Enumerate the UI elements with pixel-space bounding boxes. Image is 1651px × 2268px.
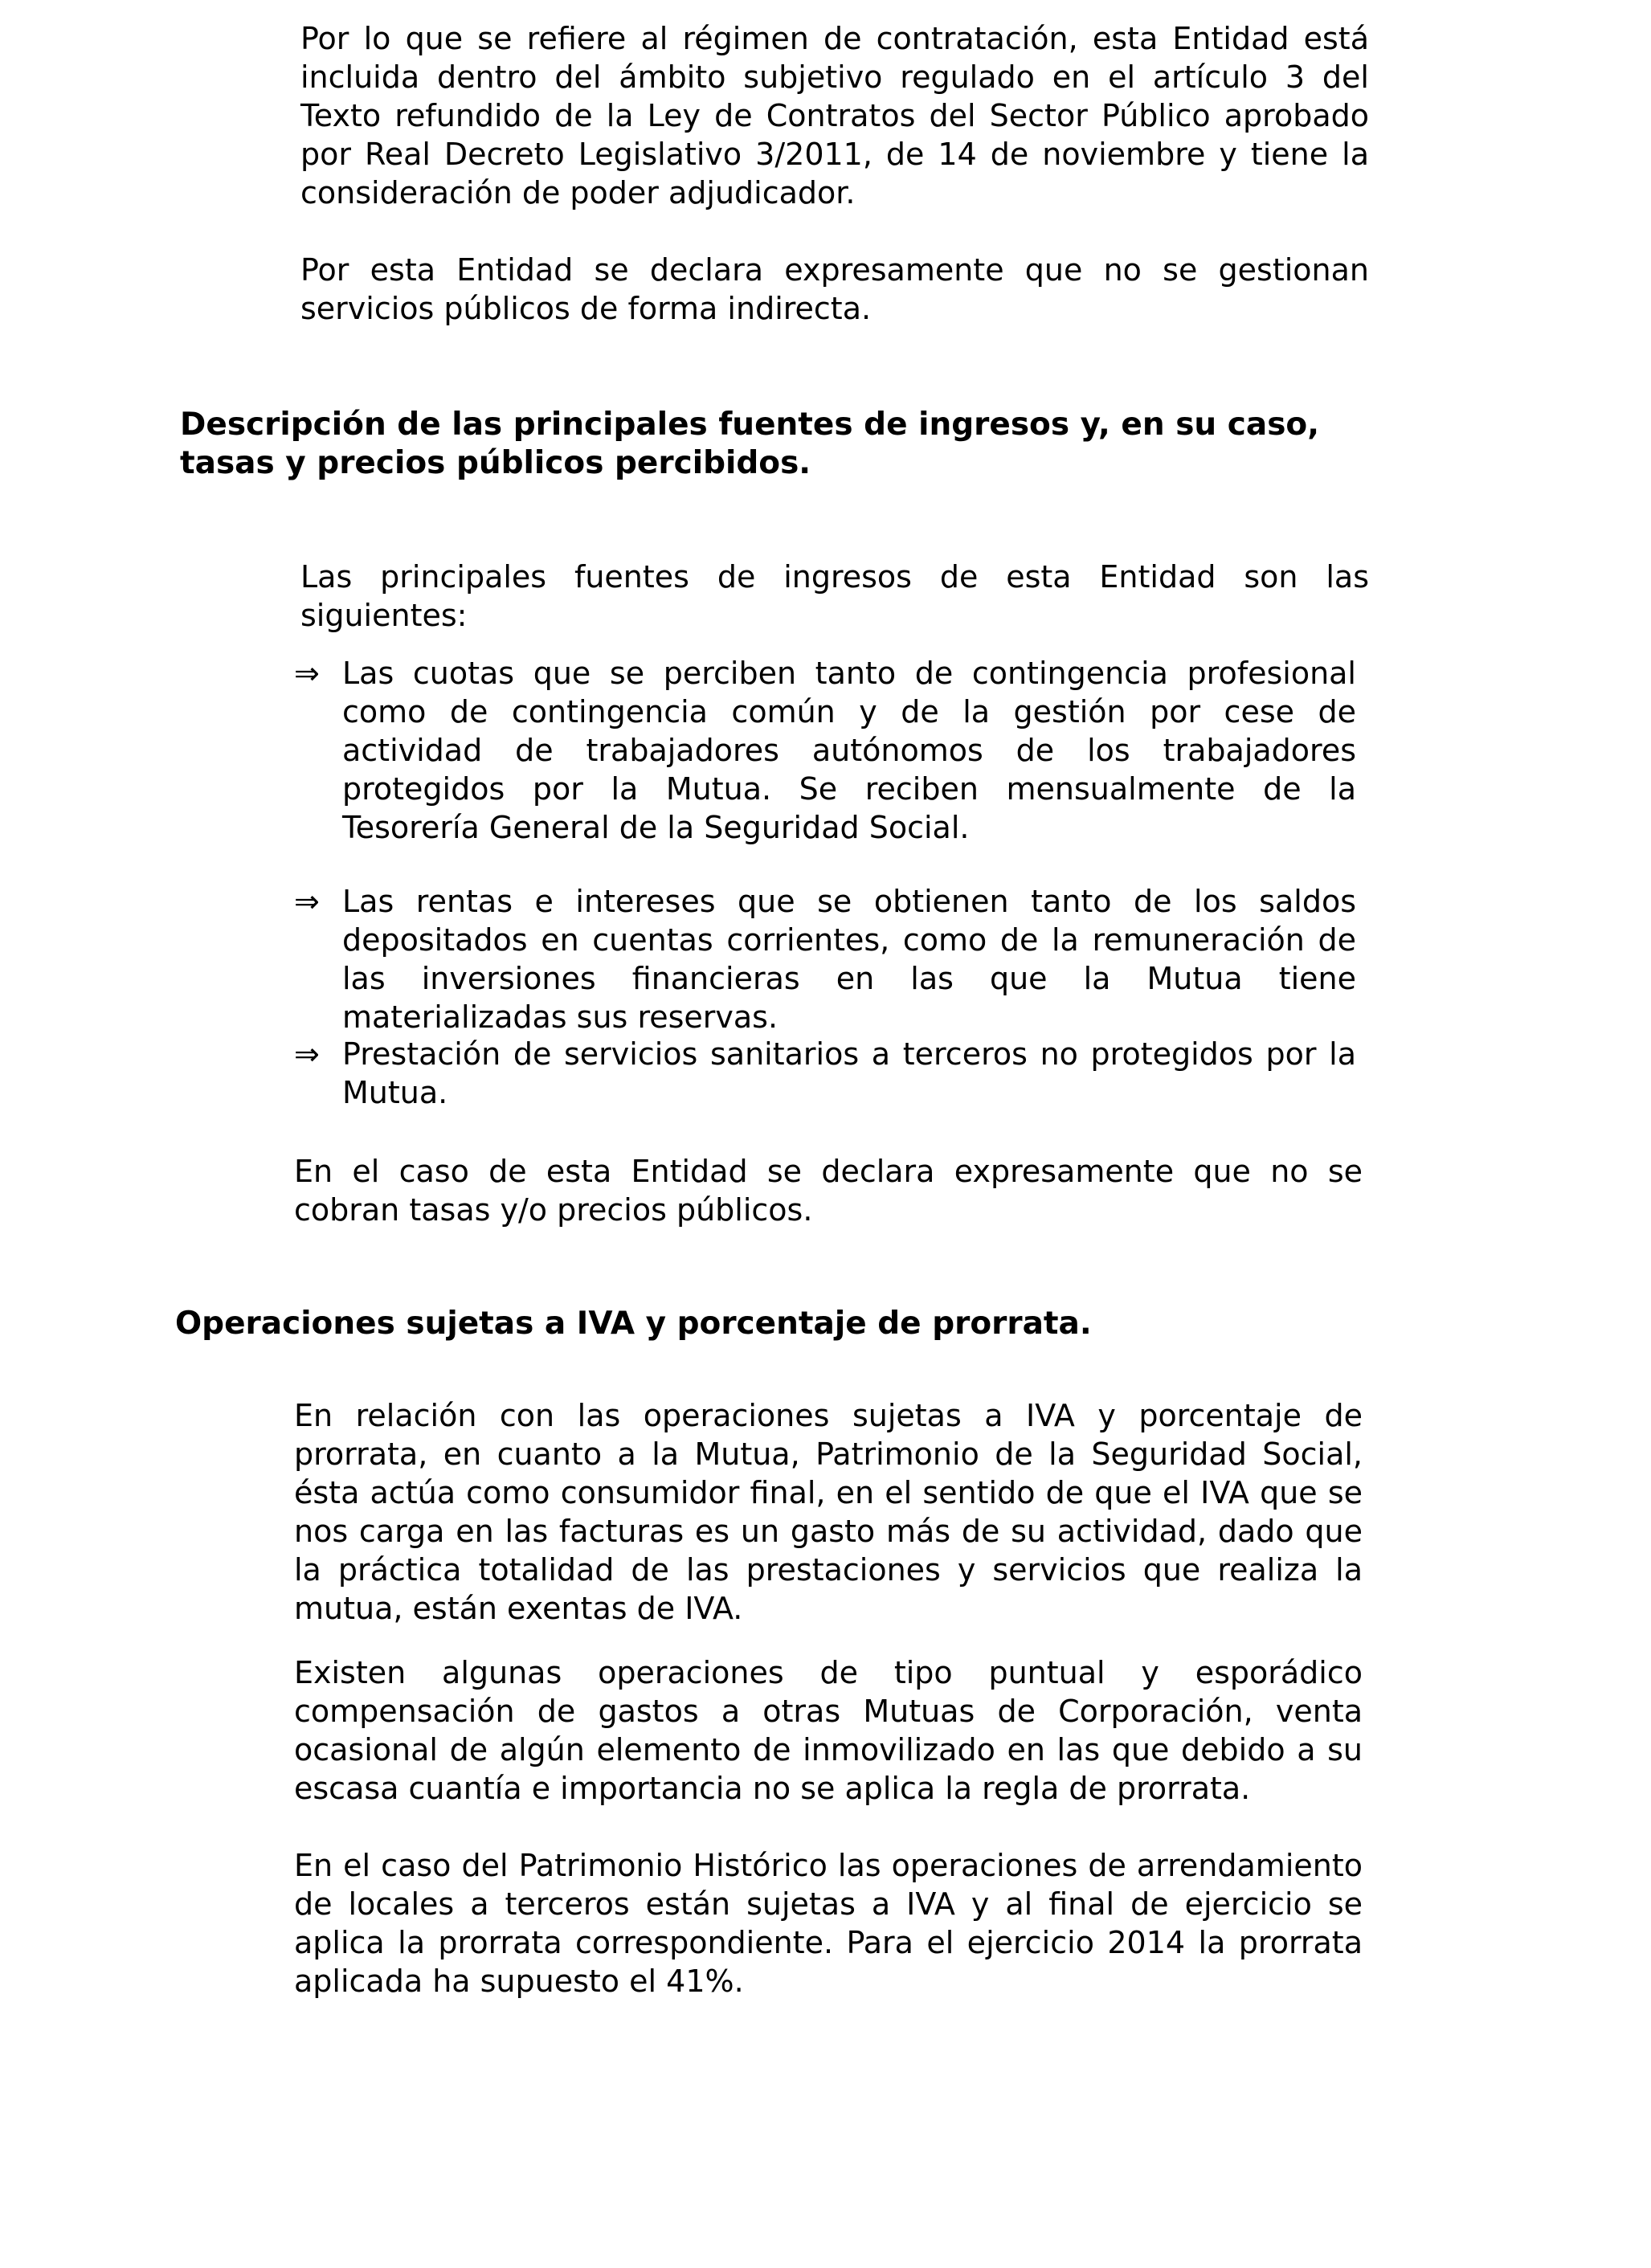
- paragraph-tasas: En el caso de esta Entidad se declara expresamente que no se cobran tasas y/o precios públicos.: [294, 1154, 1363, 1228]
- paragraph-operaciones-puntuales: Existen algunas operaciones de tipo puntual y esporádico compensación de gastos a otras Mutuas de Corporación, venta ocasional de algún elemento de inmovilizado en las que debido a su escasa cuantía e importancia no se aplica la regla de prorrata.: [294, 1655, 1363, 1806]
- list-item-text: Las rentas e intereses que se obtienen tanto de los saldos depositados en cuentas corrientes, como de la remuneración de las inversiones financieras en las que la Mutua tiene materializadas sus reservas.: [342, 884, 1356, 1035]
- list-item-text: Prestación de servicios sanitarios a terceros no protegidos por la Mutua.: [342, 1036, 1356, 1110]
- right-double-arrow-icon: ⇒: [294, 884, 320, 919]
- list-item-text: Las cuotas que se perciben tanto de contingencia profesional como de contingencia común y de la gestión por cese de actividad de trabajadores autónomos de los trabajadores protegidos por la Mutua. Se reciben mensualmente de la Tesorería General de la Seguridad Social.: [342, 656, 1356, 845]
- right-double-arrow-icon: ⇒: [294, 1036, 320, 1072]
- paragraph-regimen-contratacion: Por lo que se refiere al régimen de contratación, esta Entidad está incluida dentro del ámbito subjetivo regulado en el artículo 3 del Texto refundido de la Ley de Contratos del Sector Público aprobado por Real Decreto Legislativo 3/2011, de 14 de noviembre y tiene la consideración de poder adjudicador.: [300, 21, 1369, 210]
- heading-fuentes-ingresos: Descripción de las principales fuentes de ingresos y, en su caso, tasas y precios públicos percibidos.: [180, 407, 1320, 481]
- paragraph-ingresos-intro: Las principales fuentes de ingresos de esta Entidad son las siguientes:: [300, 559, 1369, 633]
- paragraph-iva-consumidor-final: En relación con las operaciones sujetas a IVA y porcentaje de prorrata, en cuanto a la Mutua, Patrimonio de la Seguridad Social, ésta actúa como consumidor final, en el sentido de que el IVA que se nos carga en las facturas es un gasto más de su actividad, dado que la práctica totalidad de las prestaciones y servicios que realiza la mutua, están exentas de IVA.: [294, 1398, 1363, 1626]
- paragraph-patrimonio-historico: En el caso del Patrimonio Histórico las operaciones de arrendamiento de locales a terceros están sujetas a IVA y al final de ejercicio se aplica la prorrata correspondiente. Para el ejercicio 2014 la prorrata aplicada ha supuesto el 41%.: [294, 1848, 1363, 1999]
- right-double-arrow-icon: ⇒: [294, 656, 320, 691]
- heading-operaciones-iva: Operaciones sujetas a IVA y porcentaje de prorrata.: [175, 1306, 1092, 1342]
- paragraph-servicios-publicos: Por esta Entidad se declara expresamente que no se gestionan servicios públicos de forma indirecta.: [300, 252, 1369, 326]
